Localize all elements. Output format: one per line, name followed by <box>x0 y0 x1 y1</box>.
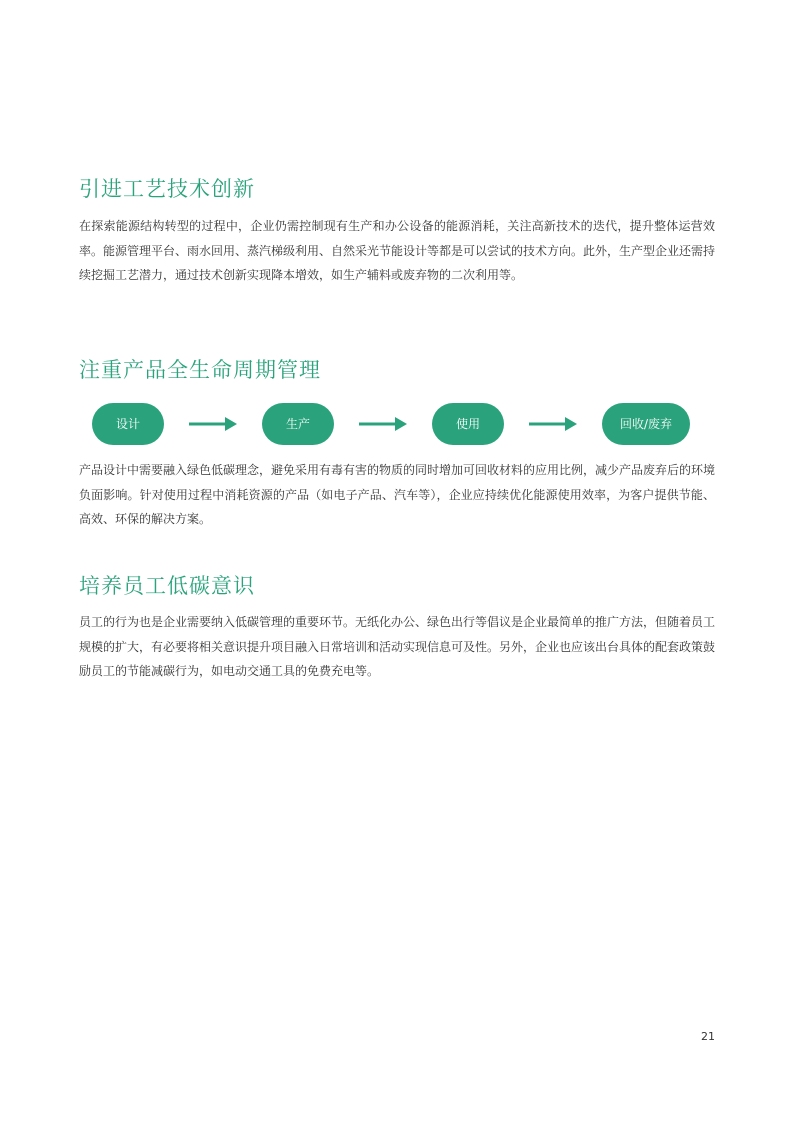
flow-step-production: 生产 <box>262 403 334 445</box>
arrow-right-icon <box>359 414 407 434</box>
flow-step-usage: 使用 <box>432 403 504 445</box>
flow-step-recycle: 回收/废弃 <box>602 403 690 445</box>
section-body-employees: 员工的行为也是企业需要纳入低碳管理的重要环节。无纸化办公、绿色出行等倡议是企业最简单的推广方法，但随着员工规模的扩大，有必要将相关意识提升项目融入日常培训和活动实现信息可及性。另外，企业也应该出台具体的配套政策鼓励员工的节能减碳行为，如电动交通工具的免费充电等。 <box>79 615 716 678</box>
section-title-employees: 培养员工低碳意识 <box>79 574 255 598</box>
arrow-right-icon <box>189 414 237 434</box>
section-body-innovation: 在探索能源结构转型的过程中，企业仍需控制现有生产和办公设备的能源消耗，关注高新技术的迭代，提升整体运营效率。能源管理平台、雨水回用、蒸汽梯级利用、自然采光节能设计等都是可以尝试的技术方向。此外，生产型企业还需持续挖掘工艺潜力，通过技术创新实现降本增效，如生产辅料或废弃物的二次利用等。 <box>79 219 716 282</box>
arrow-right-icon <box>529 414 577 434</box>
section-title-innovation: 引进工艺技术创新 <box>79 177 255 201</box>
lifecycle-flow-diagram <box>92 402 702 445</box>
section-body-lifecycle: 产品设计中需要融入绿色低碳理念，避免采用有毒有害的物质的同时增加可回收材料的应用比例，减少产品废弃后的环境负面影响。针对使用过程中消耗资源的产品（如电子产品、汽车等），企业应持续优化能源使用效率，为客户提供节能、高效、环保的解决方案。 <box>79 463 716 526</box>
section-title-lifecycle: 注重产品全生命周期管理 <box>79 358 321 382</box>
page-number: 21 <box>701 1030 715 1043</box>
flow-step-design: 设计 <box>92 403 164 445</box>
